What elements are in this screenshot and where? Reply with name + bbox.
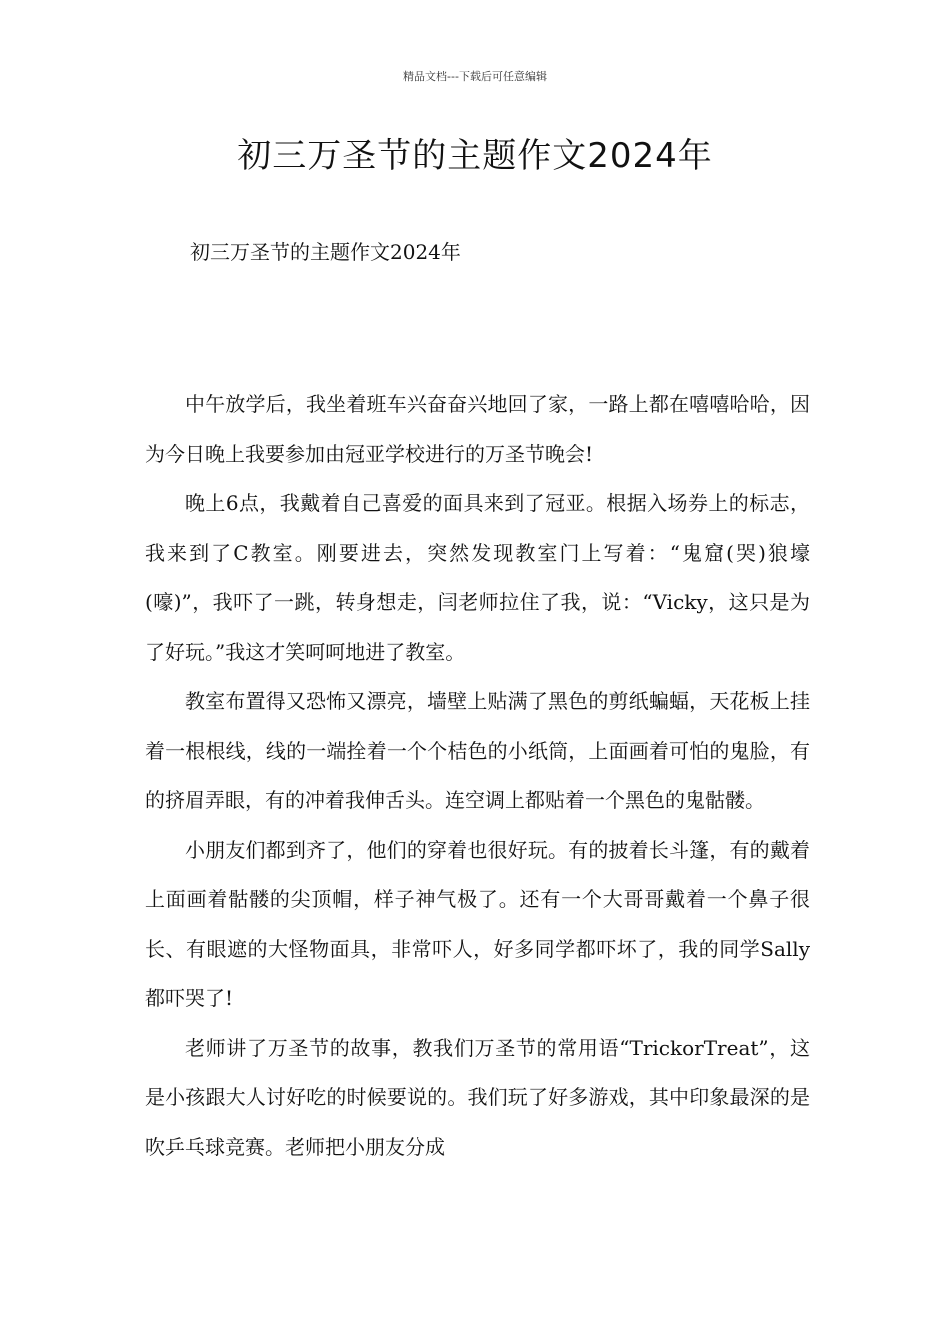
paragraph-5: 老师讲了万圣节的故事，教我们万圣节的常用语“TrickorTreat”，这是小孩跟大人讨好吃的时候要说的。我们玩了好多游戏，其中印象最深的是吹乒乓球竞赛。老师把小朋友分成: [145, 1035, 810, 1159]
paragraph-3: 教室布置得又恐怖又漂亮，墙壁上贴满了黑色的剪纸蝙蝠，天花板上挂着一根根线，线的一端拴着一个个桔色的小纸筒，上面画着可怕的鬼脸，有的挤眉弄眼，有的冲着我伸舌头。连空调上都贴着一个黑色的鬼骷髅。: [145, 689, 810, 812]
page-title: 初三万圣节的主题作文2024年: [237, 136, 713, 176]
paragraph-1: 中午放学后，我坐着班车兴奋奋兴地回了家，一路上都在嘻嘻哈哈，因为今日晚上我要参加由冠亚学校进行的万圣节晚会!: [145, 392, 810, 466]
paragraph-4: 小朋友们都到齐了，他们的穿着也很好玩。有的披着长斗篷，有的戴着上面画着骷髅的尖顶帽，样子神气极了。还有一个大哥哥戴着一个鼻子很长、有眼遮的大怪物面具，非常吓人，好多同学都吓坏了，我的同学Sally都吓哭了!: [145, 837, 810, 1010]
paragraph-2: 晚上6点，我戴着自己喜爱的面具来到了冠亚。根据入场券上的标志，我来到了C教室。刚要进去，突然发现教室门上写着：“鬼窟(哭)狼壕(嚎)”，我吓了一跳，转身想走，闫老师拉住了我，说：“Vicky，这只是为了好玩。”我这才笑呵呵地进了教室。: [145, 491, 810, 664]
header-note: 精品文档---下载后可任意编辑: [403, 70, 547, 83]
article-body: [145, 380, 810, 1172]
subtitle: 初三万圣节的主题作文2024年: [190, 240, 461, 264]
